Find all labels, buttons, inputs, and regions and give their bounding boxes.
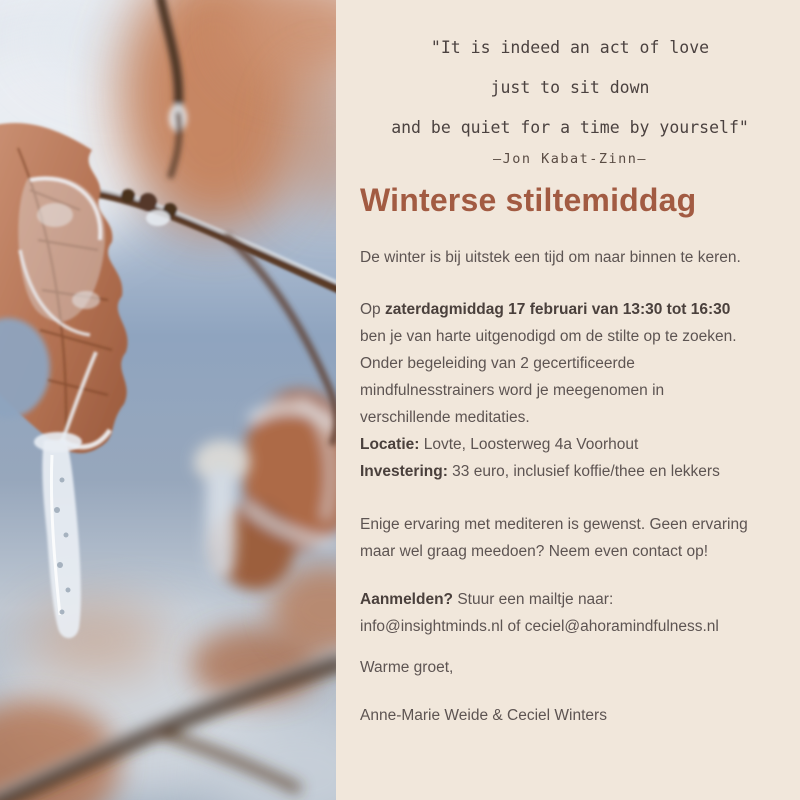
text-panel <box>336 0 800 800</box>
signup-call <box>360 586 780 613</box>
event-line-date <box>360 296 780 323</box>
location-label: Locatie: <box>360 436 420 453</box>
event-prefix: Op <box>360 301 385 318</box>
icy-oak-leaves-photo <box>0 0 336 800</box>
photo-illustration <box>0 0 336 800</box>
page-title: Winterse stiltemiddag <box>360 182 697 218</box>
event-line: mindfulnesstrainers word je meegenomen in <box>360 382 665 399</box>
signup-text: Stuur een mailtje naar: <box>453 591 614 608</box>
event-line: ben je van harte uitgenodigd om de stilte op te zoeken. <box>360 328 737 345</box>
event-datetime: zaterdagmiddag 17 februari van 13:30 tot 16:30 <box>384 301 731 318</box>
event-line: verschillende meditaties. <box>360 409 530 426</box>
intro-text: De winter is bij uitstek een tijd om naar binnen te keren. <box>360 249 741 266</box>
quote-attribution: –Jon Kabat-Zinn– <box>492 151 648 167</box>
practical-details <box>360 431 780 485</box>
location-value: Lovte, Loosterweg 4a Voorhout <box>419 436 639 453</box>
quote-block <box>360 28 780 170</box>
investment-value: 33 euro, inclusief koffie/thee en lekkers <box>447 463 720 480</box>
event-line: Onder begeleiding van 2 gecertificeerde <box>360 355 635 372</box>
signup-label: Aanmelden? <box>360 591 454 608</box>
quote-line: and be quiet for a time by yourself" <box>391 118 749 137</box>
investment-label: Investering: <box>360 463 448 480</box>
experience-line: Enige ervaring met mediteren is gewenst. Geen ervaring <box>360 516 748 533</box>
investment-line <box>360 458 780 485</box>
quote-line: "It is indeed an act of love <box>430 38 710 57</box>
signup-emails: info@insightminds.nl of ceciel@ahoramindfulness.nl <box>360 618 719 635</box>
closing-text: Warme groet, <box>360 659 454 676</box>
event-paragraph <box>360 296 780 431</box>
location-line <box>360 431 780 458</box>
signature-text: Anne-Marie Weide & Ceciel Winters <box>360 707 607 724</box>
quote-line: just to sit down <box>490 78 650 97</box>
experience-line: maar wel graag meedoen? Neem even contact op! <box>360 543 709 560</box>
signup-block <box>360 586 780 640</box>
experience-note <box>360 511 780 565</box>
